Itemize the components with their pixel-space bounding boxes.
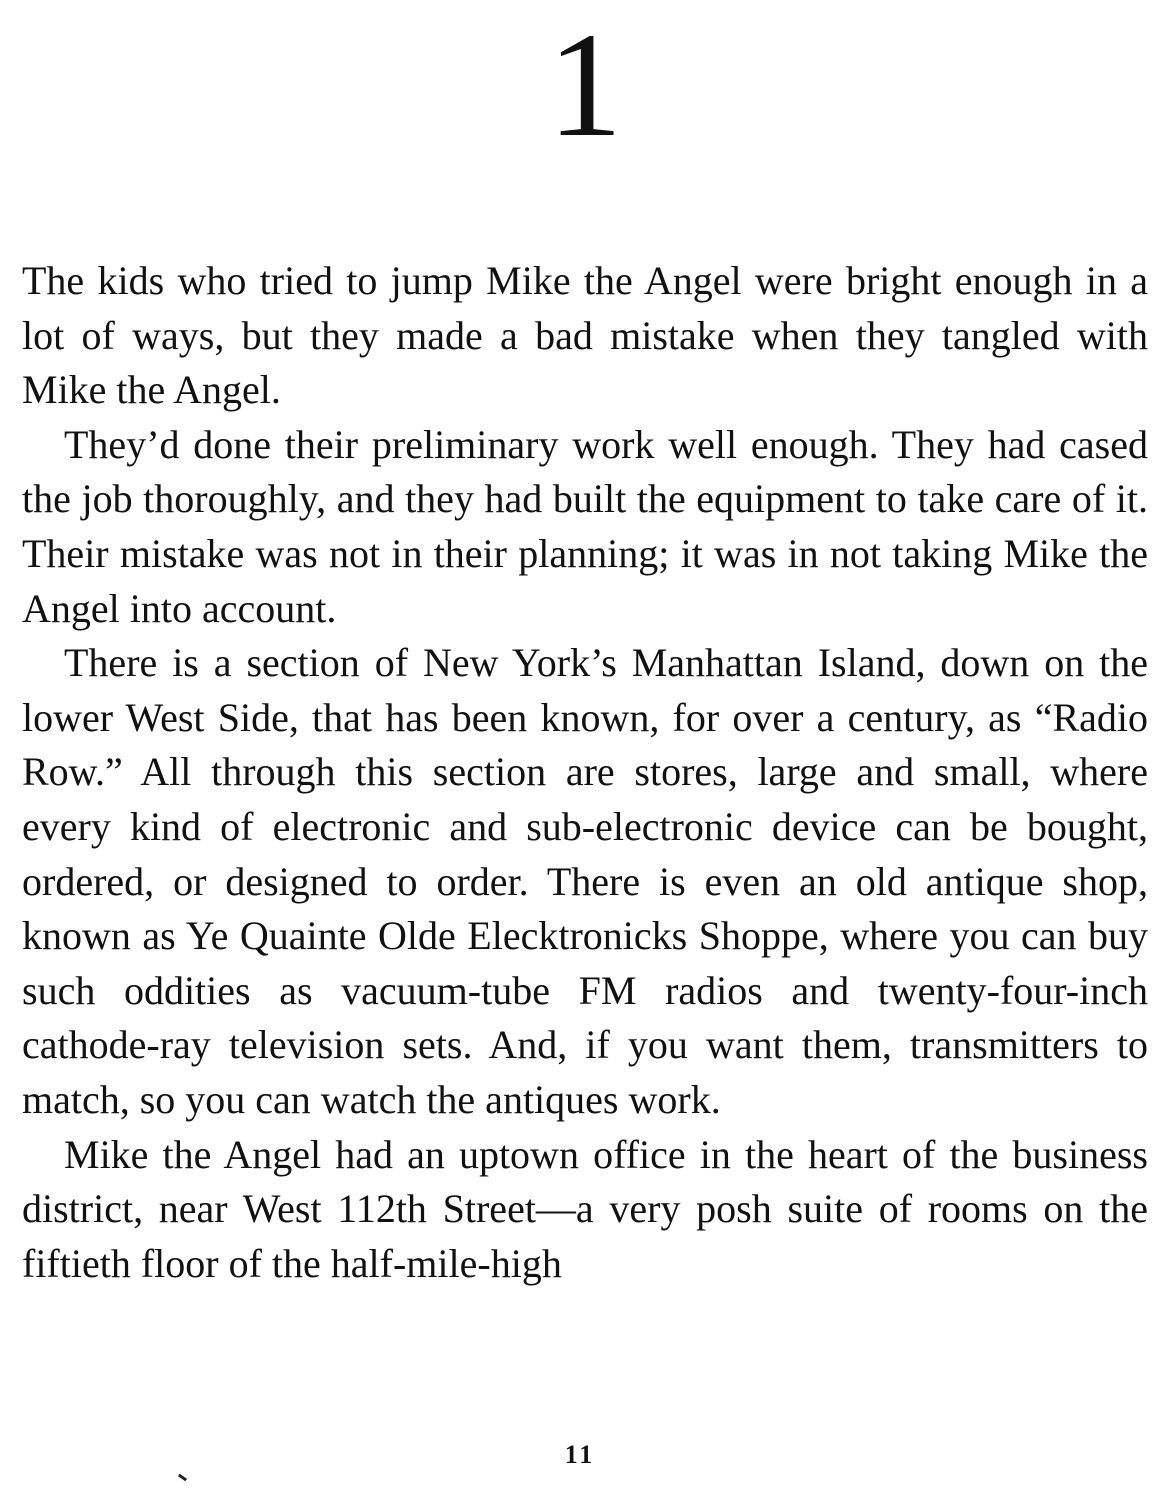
paragraph-2: They’d done their preliminary work well enough. They had cased the job thoroughly, and they had built the equipment to take care of it. Their mistake was not in their planning; it was in not taking Mike the Angel into account.: [22, 421, 1148, 631]
chapter-number: 1: [547, 2, 623, 168]
page-number: 11: [564, 1440, 596, 1469]
paragraph-3: There is a section of New York’s Manhattan Island, down on the lower West Side, that has been known, for over a century, as “Radio Row.” All through this section are stores, large and small, where every kind of electronic and sub-electronic device can be bought, ordered, or designed to order. There is even an old antique shop, known as Ye Quainte Olde Elecktronicks Shoppe, where you can buy such oddities as vacuum-tube FM radios and twenty-four-inch cathode-ray television sets. And, if you want them, transmitters to match, so you can watch the antiques work.: [22, 640, 1148, 1122]
ink-speck: [178, 1474, 187, 1482]
paragraph-1: The kids who tried to jump Mike the Angel were bright enough in a lot of ways, but they made a bad mistake when they tangled with Mike the Angel.: [22, 258, 1148, 413]
chapter-body: [22, 254, 1148, 1291]
paragraph-4: Mike the Angel had an uptown office in the heart of the business district, near West 112th Street—a very posh suite of rooms on the fiftieth floor of the half-mile-high: [22, 1131, 1148, 1286]
